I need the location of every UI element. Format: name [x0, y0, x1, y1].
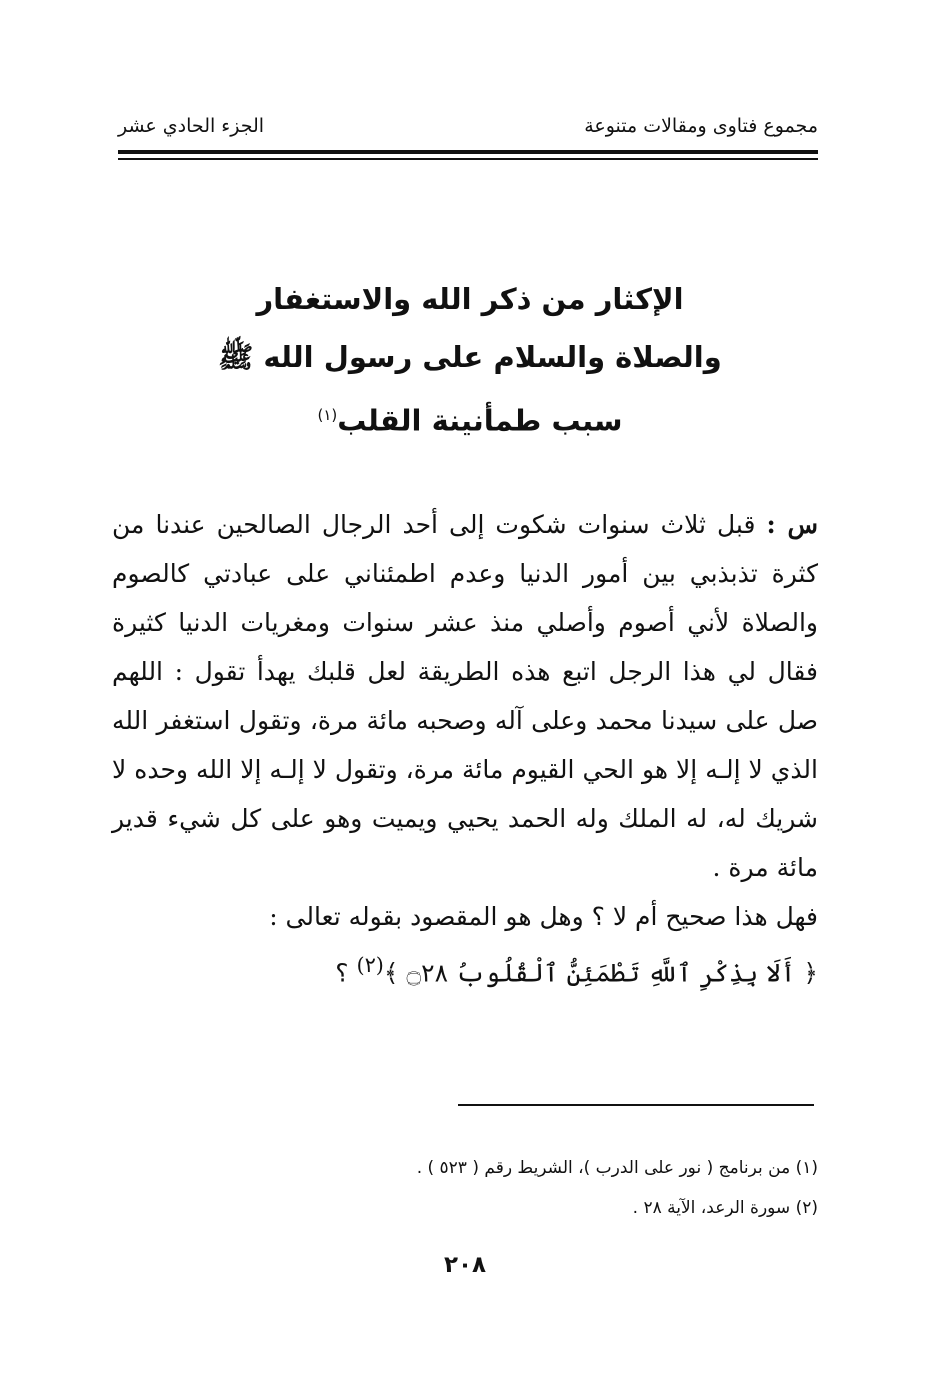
footnote-1: (١) من برنامج ( نور على الدرب )، الشريط رقم ( ٥٢٣ ) . [416, 1158, 818, 1178]
question-followup: فهل هذا صحيح أم لا ؟ وهل هو المقصود بقوله تعالى : [269, 902, 818, 931]
running-header [118, 115, 818, 145]
question-paragraph [112, 500, 818, 892]
verse-footnote-ref: (٢) [356, 953, 384, 977]
footnote-separator [458, 1104, 814, 1106]
page-number: ٢٠٨ [443, 1252, 487, 1278]
header-volume-title: الجزء الحادي عشر [118, 115, 265, 137]
title-footnote-ref: (١) [317, 406, 338, 424]
header-collection-title: مجموع فتاوى ومقالات متنوعة [584, 115, 818, 137]
title-line-3 [150, 386, 790, 450]
title-line-2: والصلاة والسلام على رسول الله ﷺ [218, 340, 722, 374]
question-end-mark: ؟ [335, 958, 349, 988]
question-label: س : [766, 510, 818, 539]
question-body [112, 500, 818, 997]
question-text: قبل ثلاث سنوات شكوت إلى أحد الرجال الصالحين عندنا من كثرة تذبذبي بين أمور الدنيا وعدم اطمئناني على عبادتي كالصوم والصلاة لأني أصوم وأصلي منذ عشر سنوات ومغريات الدنيا كثيرة فقال لي هذا الرجل اتبع هذه الطريقة لعل قلبك يهدأ تقول : اللهم صل على سيدنا محمد وعلى آله وصحبه مائة مرة، وتقول استغفر الله الذي لا إلـه إلا هو الحي القيوم مائة مرة، وتقول لا إلـه إلا الله وحده لا شريك له، له الملك وله الحمد يحيي ويميت وهو على كل شيء قدير مائة مرة . [112, 510, 818, 882]
title-line-1: الإكثار من ذكر الله والاستغفار [256, 282, 684, 316]
header-rule-thin [118, 158, 818, 160]
footnotes [200, 1148, 818, 1228]
title-line-3-text: سبب طمأنينة القلب [337, 403, 623, 438]
quran-verse: ﴿ أَلَا بِذِكْرِ ٱللَّهِ تَطْمَئِنُّ ٱلْقُلُوبُ ۝٢٨ ﴾ [383, 958, 818, 988]
header-rule-thick [118, 150, 818, 154]
verse-line [112, 941, 818, 997]
footnote-2: (٢) سورة الرعد، الآية ٢٨ . [632, 1198, 818, 1218]
article-title [150, 270, 790, 450]
